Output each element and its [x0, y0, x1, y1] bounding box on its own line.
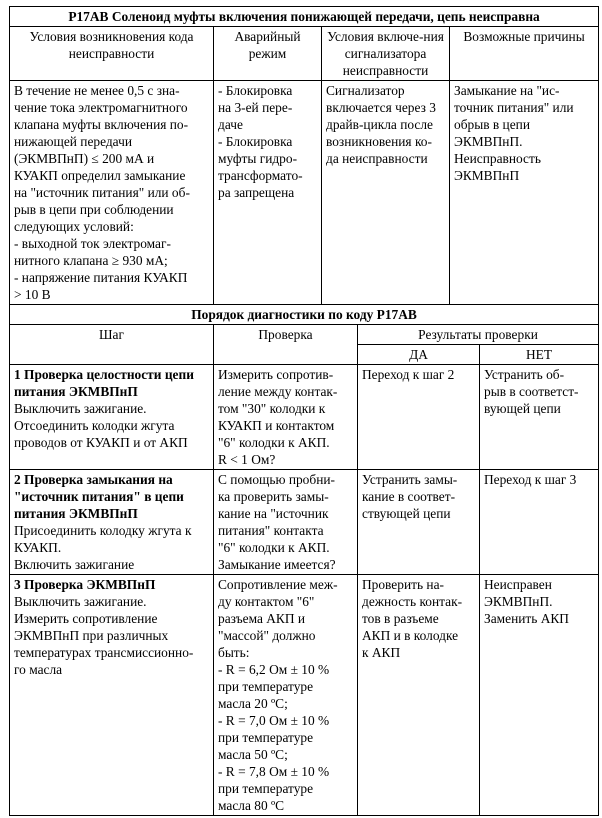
step-check: С помощью пробни- ка проверить замы- кание на "источник питания" контакта "6" колодки к АКП. Замыкание имеется?	[214, 470, 358, 575]
step-cell	[10, 365, 214, 470]
emergency-header: Аварийный режим	[214, 27, 322, 81]
yes-header: ДА	[358, 345, 480, 365]
diagnostics-header-row	[10, 325, 599, 345]
step-body: Выключить зажигание. Измерить сопротивление ЭКМВПнП при различных температурах трансмиссионно- го масла	[14, 594, 194, 677]
diagnostics-title: Порядок диагностики по коду P17AB	[10, 305, 599, 325]
step-no: Устранить об- рыв в соответст- вующей цепи	[480, 365, 599, 470]
step-no: Неисправен ЭКМВПнП. Заменить АКП	[480, 575, 599, 816]
step-body: Выключить зажигание. Отсоединить колодки жгута проводов от КУАКП и от АКП	[14, 401, 188, 450]
step-yes: Проверить на- дежность контак- тов в разъеме АКП и в колодке к АКП	[358, 575, 480, 816]
step-title: 2 Проверка замыкания на "источник питания" в цепи питания ЭКМВПнП	[14, 472, 184, 521]
fault-body-row	[10, 81, 599, 305]
step-yes: Переход к шаг 2	[358, 365, 480, 470]
table-row	[10, 470, 599, 575]
fault-title-row	[10, 7, 599, 27]
causes-header: Возможные причины	[450, 27, 599, 81]
indicator-header: Условия включе-ния сигнализатора неисправности	[322, 27, 450, 81]
emergency-text: - Блокировка на 3-ей пере- даче - Блокировка муфты гидро- трансформато- ра запрещена	[214, 81, 322, 305]
step-yes: Устранить замы- кание в соответ- ствующей цепи	[358, 470, 480, 575]
step-cell	[10, 575, 214, 816]
step-title: 1 Проверка целостности цепи питания ЭКМВПнП	[14, 367, 194, 399]
diagnostic-table	[9, 6, 599, 816]
step-header: Шаг	[10, 325, 214, 365]
conditions-header: Условия возникновения кода неисправности	[10, 27, 214, 81]
step-cell	[10, 470, 214, 575]
diagnostics-title-row	[10, 305, 599, 325]
causes-text: Замыкание на "ис- точник питания" или обрыв в цепи ЭКМВПнП. Неисправность ЭКМВПнП	[450, 81, 599, 305]
results-header: Результаты проверки	[358, 325, 599, 345]
fault-header-row	[10, 27, 599, 81]
no-header: НЕТ	[480, 345, 599, 365]
table-row	[10, 365, 599, 470]
check-header: Проверка	[214, 325, 358, 365]
conditions-text: В течение не менее 0,5 с зна- чение тока электромагнитного клапана муфты включения по- нижающей передачи (ЭКМВПнП) ≤ 200 мА и КУАКП определил замыкание на "источник питания" или об- рыв в цепи при соблюдении следующих условий: - выходной ток электромаг- нитного клапана ≥ 930 мА; - напряжение питания КУАКП > 10 В	[10, 81, 214, 305]
indicator-text: Сигнализатор включается через 3 драйв-цикла после возникновения ко- да неисправности	[322, 81, 450, 305]
step-title: 3 Проверка ЭКМВПнП	[14, 577, 156, 592]
step-check: Сопротивление меж- ду контактом "6" разъема АКП и "массой" должно быть: - R = 6,2 Ом ± 10 % при температуре масла 20 ºС; - R = 7,0 Ом ± 10 % при температуре масла 50 ºС; - R = 7,8 Ом ± 10 % при температуре масла 80 ºС	[214, 575, 358, 816]
fault-title: P17AB Соленоид муфты включения понижающей передачи, цепь неисправна	[10, 7, 599, 27]
step-body: Присоединить колодку жгута к КУАКП. Включить зажигание	[14, 523, 192, 572]
table-row	[10, 575, 599, 816]
step-check: Измерить сопротив- ление между контак- том "30" колодки к КУАКП и контактом "6" колодки к АКП. R < 1 Ом?	[214, 365, 358, 470]
step-no: Переход к шаг 3	[480, 470, 599, 575]
